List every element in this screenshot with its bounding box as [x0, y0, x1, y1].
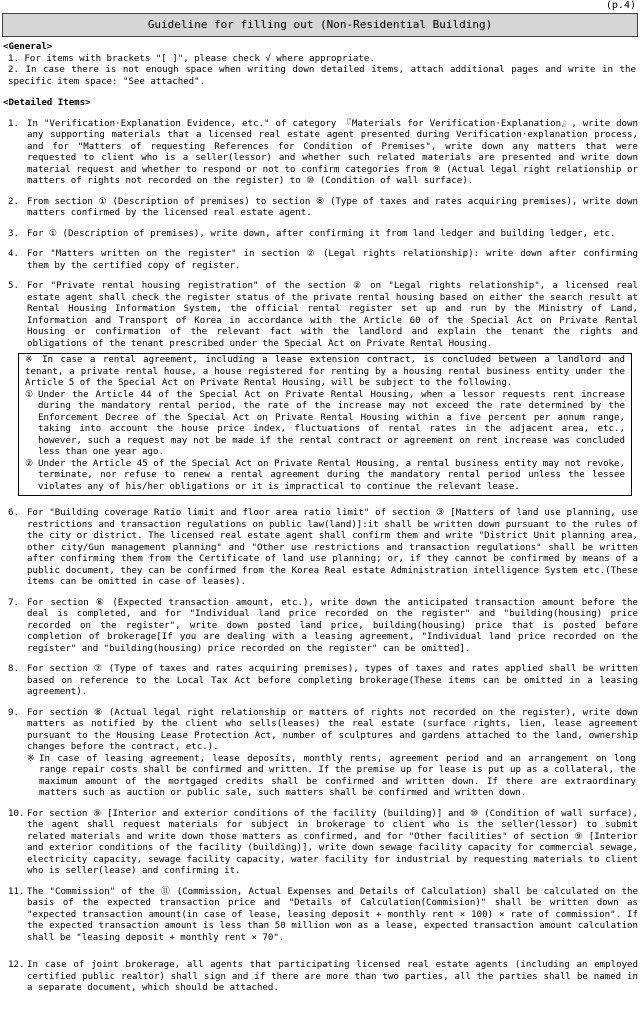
point-marker: ① [25, 389, 34, 400]
item-number: 9. [8, 707, 19, 718]
detailed-item-5 [8, 281, 638, 350]
item-text: For "Matters written on the register" in section ② (Legal rights relationship): write down after confirming them by the certified copy of register. [27, 249, 638, 271]
point-marker: ② [25, 458, 34, 469]
item-text: In case of joint brokerage, all agents that participating licensed real estate agents (including an employed certified public realtor) shall sign and if there are more than two parties, all the parties shall be named in a separate document, which should be attached. [27, 960, 638, 993]
detailed-item-8 [8, 664, 638, 699]
detailed-item-11 [8, 887, 638, 945]
item-number: 5. [8, 281, 19, 291]
item-number: 3. [8, 228, 19, 239]
detailed-item-12 [8, 960, 638, 995]
item-number: 11. [8, 886, 25, 897]
general-item-1: 1. For items with brackets "[ ]", please check √ where appropriate. [8, 53, 375, 64]
item-text: For section ⑦ (Type of taxes and rates acquiring premises), types of taxes and rates applied shall be written based on reference to the Local Tax Act before completing brokerage(These items can be omitted in a leasing agreement). [27, 664, 638, 697]
page-title: Guideline for filling out (Non-Residential Building) [2, 13, 638, 37]
item-number: 2. [8, 196, 19, 207]
point-text: Under the Article 45 of the Special Act on Private Rental Housing, a rental business entity may not revoke, terminate, nor refuse to renew a rental agreement during the mandatory rental period unless the lessee violates any of his/her obligations or it is impractical to continue the relevant lease. [38, 458, 625, 492]
item-text: The "Commission" of the ⑪ (Commission, Actual Expenses and Details of Calculation) shall be calculated on the basis of the expected transaction price and "Details of Calculation(Commision)" shall be written down as "expected transaction amount(in case of lease, leasing deposit + monthly rent × 100) × rate of commission". If the expected transaction amount is less than 50 million won as a lease, expected transaction amount calculation shall be "leasing deposit + monthly rent × 70". [27, 886, 638, 943]
detailed-item-7 [8, 598, 638, 656]
item-9-note [27, 754, 636, 800]
detailed-item-2 [8, 197, 638, 220]
item-number: 1. [8, 118, 19, 129]
detailed-item-1 [8, 119, 638, 188]
private-rental-notice-box [18, 353, 632, 496]
notice-point-1 [25, 390, 625, 459]
note-marker: ※ [27, 753, 35, 764]
item-number: 8. [8, 664, 19, 674]
item-text: For section ⑧ (Actual legal right relationship or matters of rights not recorded on the register), write down matters as notified by the client who sells(leases) the real estate (surface rights, lien, lease agreement pursuant to the Housing Lease Protection Act, number of sculptures and gardens attached to the land, ownership changes before the contract, etc.). [27, 707, 638, 752]
item-number: 6. [8, 508, 19, 518]
item-text: For ① (Description of premises), write down, after confirming it from land ledger and building ledger, etc. [27, 228, 616, 239]
item-text: For section ⑨ [Interior and exterior conditions of the facility (building)] and ⑩ (Condition of wall surface), the agent shall request materials for subject in brokerage to client who is the seller(lessor) to submit related materials and write down those matters as confirmed, and for "Other facilities" of section ⑨ [Interior and exterior conditions of the facility (building)], write down sewage facility capacity for commercial sewage, electricity capacity, sewage facility capacity, water facility for industrial by requesting materials to client who is seller(lease) and confirming it. [27, 808, 638, 876]
item-number: 12. [8, 960, 25, 970]
general-item-2: 2. In case there is not enough space when writing down detailed items, attach additional pages and write in the specific item space: "See attached". [8, 65, 636, 87]
detailed-heading: <Detailed Items> [3, 98, 91, 108]
item-text: For "Private rental housing registration" of the section ② on "Legal rights relationship", a licensed real estate agent shall check the register status of the private rental housing based on either the search result at Rental Housing Information System, the official rental register set up and run by the Ministry of Land, Information and Transport of Korea in accordance with the Article 60 of the Special Act on Private Rental Housing or confirmation of the relevant fact with the landlord and explain the tenant the rights and obligations of the tenant prescribed under the Special Act on Private Rental Housing. [27, 281, 638, 349]
item-number: 4. [8, 249, 19, 259]
general-heading: <General> [3, 42, 53, 52]
notice-point-2 [25, 459, 625, 494]
item-text: For "Building coverage Ratio limit and floor area ratio limit" of section ③ [Matters of land use planning, use restrictions and transaction regulations on public law(land)]:it shall be written down pursuant to the rules of the city or district. The licensed real estate agent shall confirm them and write "District Unit planning area, other city/Gun management planning" and "Other use restrictions and transaction regulations" shall be written after confirming them from the Certificate of land use planning; or, if they cannot be confirmed by means of a public document, they can be confirmed from the Korea Real estate Administration intelligence System etc.(These items can be omitted in case of leases). [27, 508, 638, 587]
detailed-item-9 [8, 708, 638, 754]
document-body [0, 42, 640, 995]
page-number: (p.4) [605, 0, 636, 11]
detailed-item-3 [8, 229, 638, 241]
detailed-item-4 [8, 249, 638, 272]
item-number: 7. [8, 597, 19, 608]
notice-intro: ※ In case a rental agreement, including a lease extension contract, is concluded between a landlord and tenant, a private rental house, a house registered for renting by a housing rental business entity under the Article 5 of the Special Act on Private Rental Housing, will be subject to the following. [25, 355, 625, 388]
note-text: In case of leasing agreement, lease deposits, monthly rents, agreement period and an arrangement on long range repair costs shall be confirmed and written. If the premise up for lease is put up as a collateral, the maximum amount of the mortgaged credits shall be confirmed and written down. If there are extraordinary matters such as auction or public sale, such matters shall be confirmed and written down. [39, 753, 636, 798]
item-number: 10. [8, 808, 25, 819]
item-text: For section ⑥ (Expected transaction amount, etc.), write down the anticipated transaction amount before the deal is completed, and for "Individual land price recorded on the register" and "building(housing) price recorded on the register", write down posted land price, building(housing) price that is posted before completion of brokerage[If you are dealing with a leasing agreement, "Individual land price recorded on the register" and "building(housing) price recorded on the register" can be omitted]. [27, 597, 638, 654]
detailed-item-6 [8, 508, 638, 589]
point-text: Under the Article 44 of the Special Act on Private Rental Housing, when a lessor requests rent increase during the mandatory rental period, the rate of the increase may not exceed the rate determined by the Enforcement Decree of the Special Act on Private Rental Housing within a five percent per annum range, taking into account the house price index, fluctuations of rental rates in the adjacent area, etc., however, such a request may not be made if the rental contract or agreement on rent increase was concluded less than one year ago. [38, 389, 625, 457]
detailed-item-10 [8, 809, 638, 878]
item-text: From section ① (Description of premises) to section ⑧ (Type of taxes and rates acquiring premises), write down matters confirmed by the licensed real estate agent. [27, 196, 638, 218]
item-text: In "Verification·Explanation Evidence, etc." of category 『Materials for Verification·Explanation』, write down any supporting materials that a licensed real estate agent presented during Verification·explanation process, and for "Matters of requesting References for Condition of Premises", write down any matters that were requested to client who is a seller(lessor) and whether such related materials are presented and write down material request and whether to respond or not to confirm categories from ⑨ (Actual legal right relationship or matters of rights not recorded on the register) to ⑩ (Condition of wall surface). [27, 118, 638, 186]
